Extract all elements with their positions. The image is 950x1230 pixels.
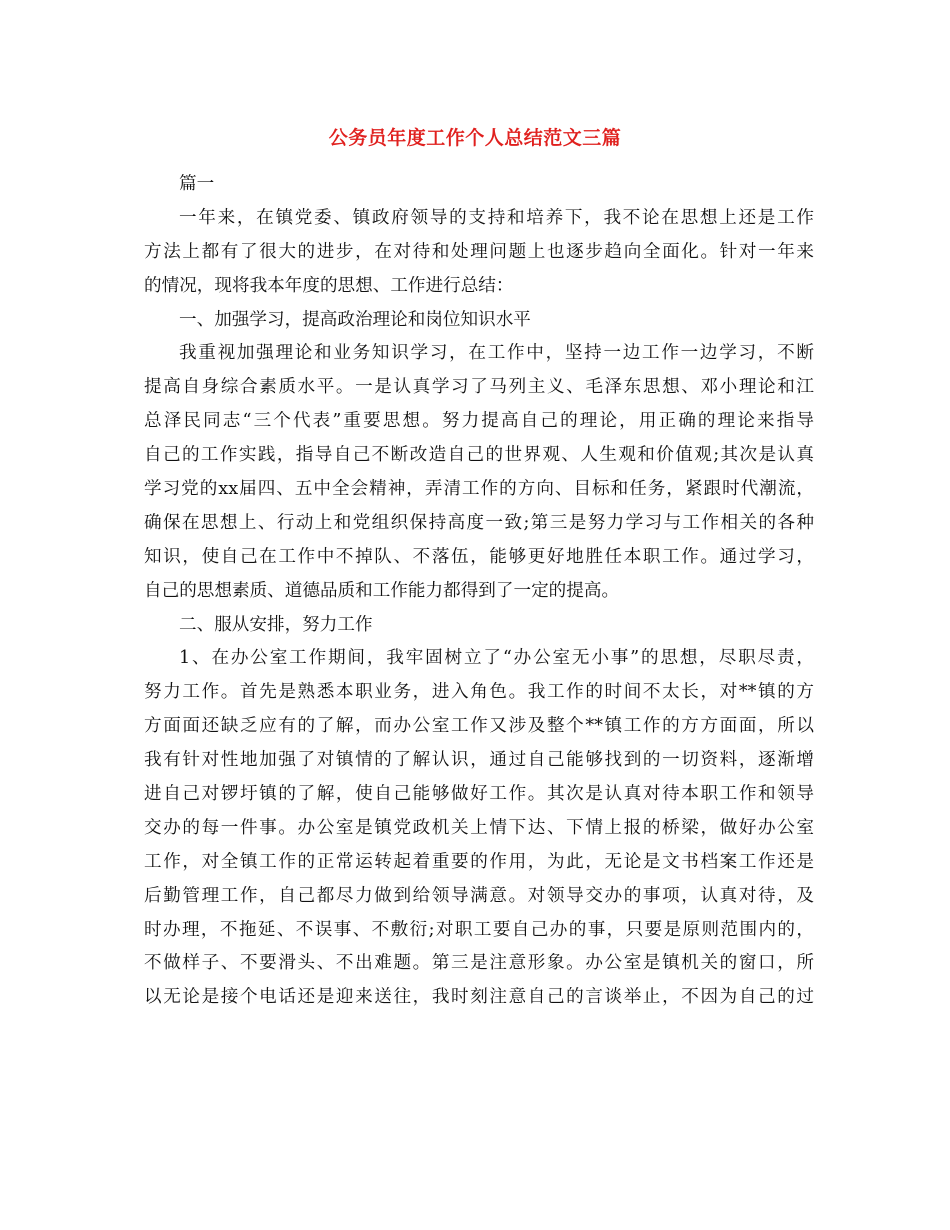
paragraph-line: 交办的每一件事。办公室是镇党政机关上情下达、下情上报的桥梁，做好办公室 bbox=[144, 817, 814, 838]
paragraph-line: 自己的思想素质、道德品质和工作能力都得到了一定的提高。 bbox=[144, 580, 620, 601]
paragraph-line: 提高自身综合素质水平。一是认真学习了马列主义、毛泽东思想、邓小理论和江 bbox=[144, 377, 814, 398]
paragraph-line: 学习党的xx届四、五中全会精神，弄清工作的方向、目标和任务，紧跟时代潮流， bbox=[144, 479, 814, 500]
paragraph-line: 不做样子、不要滑头、不出难题。第三是注意形象。办公室是镇机关的窗口，所 bbox=[144, 953, 814, 974]
paragraph-line: 方面面还缺乏应有的了解，而办公室工作又涉及整个**镇工作的方方面面，所以 bbox=[144, 716, 814, 737]
paragraph-line: 我有针对性地加强了对镇情的了解认识，通过自己能够找到的一切资料，逐渐增 bbox=[144, 750, 814, 771]
paragraph-line: 工作，对全镇工作的正常运转起着重要的作用，为此，无论是文书档案工作还是 bbox=[144, 851, 814, 872]
subheading-study: 一、加强学习，提高政治理论和岗位知识水平 bbox=[179, 309, 531, 330]
paragraph-line: 方法上都有了很大的进步，在对待和处理问题上也逐步趋向全面化。针对一年来 bbox=[144, 241, 814, 262]
subheading-work: 二、服从安排，努力工作 bbox=[179, 614, 373, 635]
paragraph-line: 知识，使自己在工作中不掉队、不落伍，能够更好地胜任本职工作。通过学习， bbox=[144, 546, 814, 567]
paragraph-line: 总泽民同志“三个代表”重要思想。努力提高自己的理论，用正确的理论来指导 bbox=[144, 411, 814, 432]
paragraph-line: 我重视加强理论和业务知识学习，在工作中，坚持一边工作一边学习，不断 bbox=[179, 343, 814, 364]
paragraph-line: 确保在思想上、行动上和党组织保持高度一致;第三是努力学习与工作相关的各种 bbox=[144, 512, 814, 533]
paragraph-line: 进自己对锣圩镇的了解，使自己能够做好工作。其次是认真对待本职工作和领导 bbox=[144, 784, 814, 805]
paragraph-line: 的情况，现将我本年度的思想、工作进行总结： bbox=[144, 275, 514, 296]
paragraph-line: 时办理，不拖延、不误事、不敷衍;对职工要自己办的事，只要是原则范围内的， bbox=[144, 919, 814, 940]
document-body bbox=[144, 168, 814, 1015]
paragraph-line: 努力工作。首先是熟悉本职业务，进入角色。我工作的时间不太长，对**镇的方 bbox=[144, 682, 814, 703]
paragraph-line: 后勤管理工作，自己都尽力做到给领导满意。对领导交办的事项，认真对待，及 bbox=[144, 885, 814, 906]
paragraph-line: 1、在办公室工作期间，我牢固树立了“办公室无小事”的思想，尽职尽责， bbox=[179, 648, 814, 669]
paragraph-line: 一年来，在镇党委、镇政府领导的支持和培养下，我不论在思想上还是工作 bbox=[179, 207, 814, 228]
section-heading-part-one: 篇一 bbox=[179, 174, 215, 194]
paragraph-line: 自己的工作实践，指导自己不断改造自己的世界观、人生观和价值观;其次是认真 bbox=[144, 445, 814, 466]
document-title: 公务员年度工作个人总结范文三篇 bbox=[328, 127, 622, 149]
paragraph-line: 以无论是接个电话还是迎来送往，我时刻注意自己的言谈举止，不因为自己的过 bbox=[144, 987, 814, 1008]
